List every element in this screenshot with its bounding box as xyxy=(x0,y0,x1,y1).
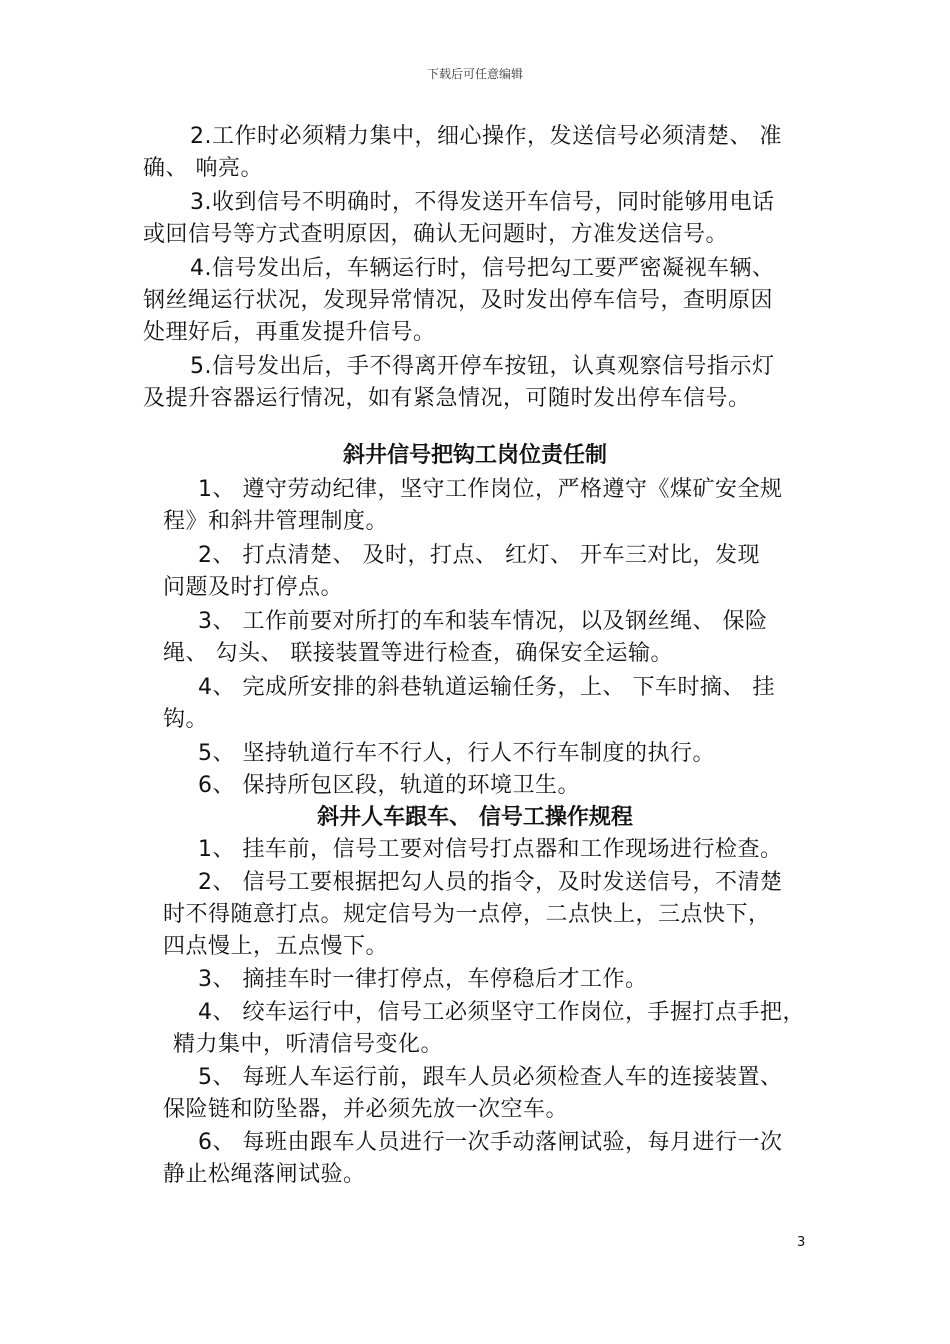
paragraph-line: 问题及时打停点。 xyxy=(163,575,344,600)
paragraph-line: 6、 保持所包区段，轨道的环境卫生。 xyxy=(198,773,580,798)
paragraph-line: 静止松绳落闸试验。 xyxy=(163,1162,366,1187)
paragraph-line: 4.信号发出后，车辆运行时，信号把勾工要严密凝视车辆、 xyxy=(190,256,775,281)
paragraph-line: 3、 工作前要对所打的车和装车情况，以及钢丝绳、 保险 xyxy=(198,609,768,634)
paragraph-line: 保险链和防坠器，并必须先放一次空车。 xyxy=(163,1097,569,1122)
paragraph-line: 2.工作时必须精力集中，细心操作，发送信号必须清楚、 准 xyxy=(190,124,782,149)
paragraph-line: 时不得随意打点。规定信号为一点停，二点快上，三点快下， xyxy=(163,902,771,927)
paragraph-line: 处理好后，再重发提升信号。 xyxy=(143,320,436,345)
paragraph-line: 或回信号等方式查明原因，确认无问题时，方准发送信号。 xyxy=(143,222,729,247)
paragraph-line: 精力集中，听清信号变化。 xyxy=(173,1032,444,1057)
paragraph-line: 3、 摘挂车时一律打停点，车停稳后才工作。 xyxy=(198,967,648,992)
paragraph-line: 程》和斜井管理制度。 xyxy=(163,509,389,534)
paragraph-line: 4、 绞车运行中，信号工必须坚守工作岗位，手握打点手把， xyxy=(198,1000,805,1025)
paragraph-line: 2、 信号工要根据把勾人员的指令，及时发送信号，不清楚 xyxy=(198,870,783,895)
paragraph-line: 确、 响亮。 xyxy=(143,156,263,181)
paragraph-line: 1、 挂车前，信号工要对信号打点器和工作现场进行检查。 xyxy=(198,837,783,862)
paragraph-line: 四点慢上，五点慢下。 xyxy=(163,934,389,959)
paragraph-line: 3.收到信号不明确时，不得发送开车信号，同时能够用电话 xyxy=(190,190,775,215)
section-title: 斜井人车跟车、 信号工操作规程 xyxy=(317,805,633,830)
paragraph-line: 绳、 勾头、 联接装置等进行检查，确保安全运输。 xyxy=(163,641,673,666)
paragraph-line: 2、 打点清楚、 及时，打点、 红灯、 开车三对比，发现 xyxy=(198,543,760,568)
paragraph-line: 5.信号发出后，手不得离开停车按钮，认真观察信号指示灯 xyxy=(190,354,775,379)
section-title: 斜井信号把钩工岗位责任制 xyxy=(342,443,607,468)
page-header: 下载后可任意编辑 xyxy=(426,67,523,81)
paragraph-line: 5、 坚持轨道行车不行人，行人不行车制度的执行。 xyxy=(198,741,715,766)
paragraph-line: 6、 每班由跟车人员进行一次手动落闸试验，每月进行一次 xyxy=(198,1130,783,1155)
page-number: 3 xyxy=(797,1235,806,1250)
paragraph-line: 钢丝绳运行状况，发现异常情况，及时发出停车信号，查明原因 xyxy=(143,288,774,313)
paragraph-line: 4、 完成所安排的斜巷轨道运输任务，上、 下车时摘、 挂 xyxy=(198,675,775,700)
paragraph-line: 5、 每班人车运行前，跟车人员必须检查人车的连接装置、 xyxy=(198,1065,783,1090)
paragraph-line: 及提升容器运行情况，如有紧急情况，可随时发出停车信号。 xyxy=(143,386,751,411)
paragraph-line: 1、 遵守劳动纪律，坚守工作岗位，严格遵守《煤矿安全规 xyxy=(198,477,783,502)
paragraph-line: 钩。 xyxy=(163,707,209,732)
